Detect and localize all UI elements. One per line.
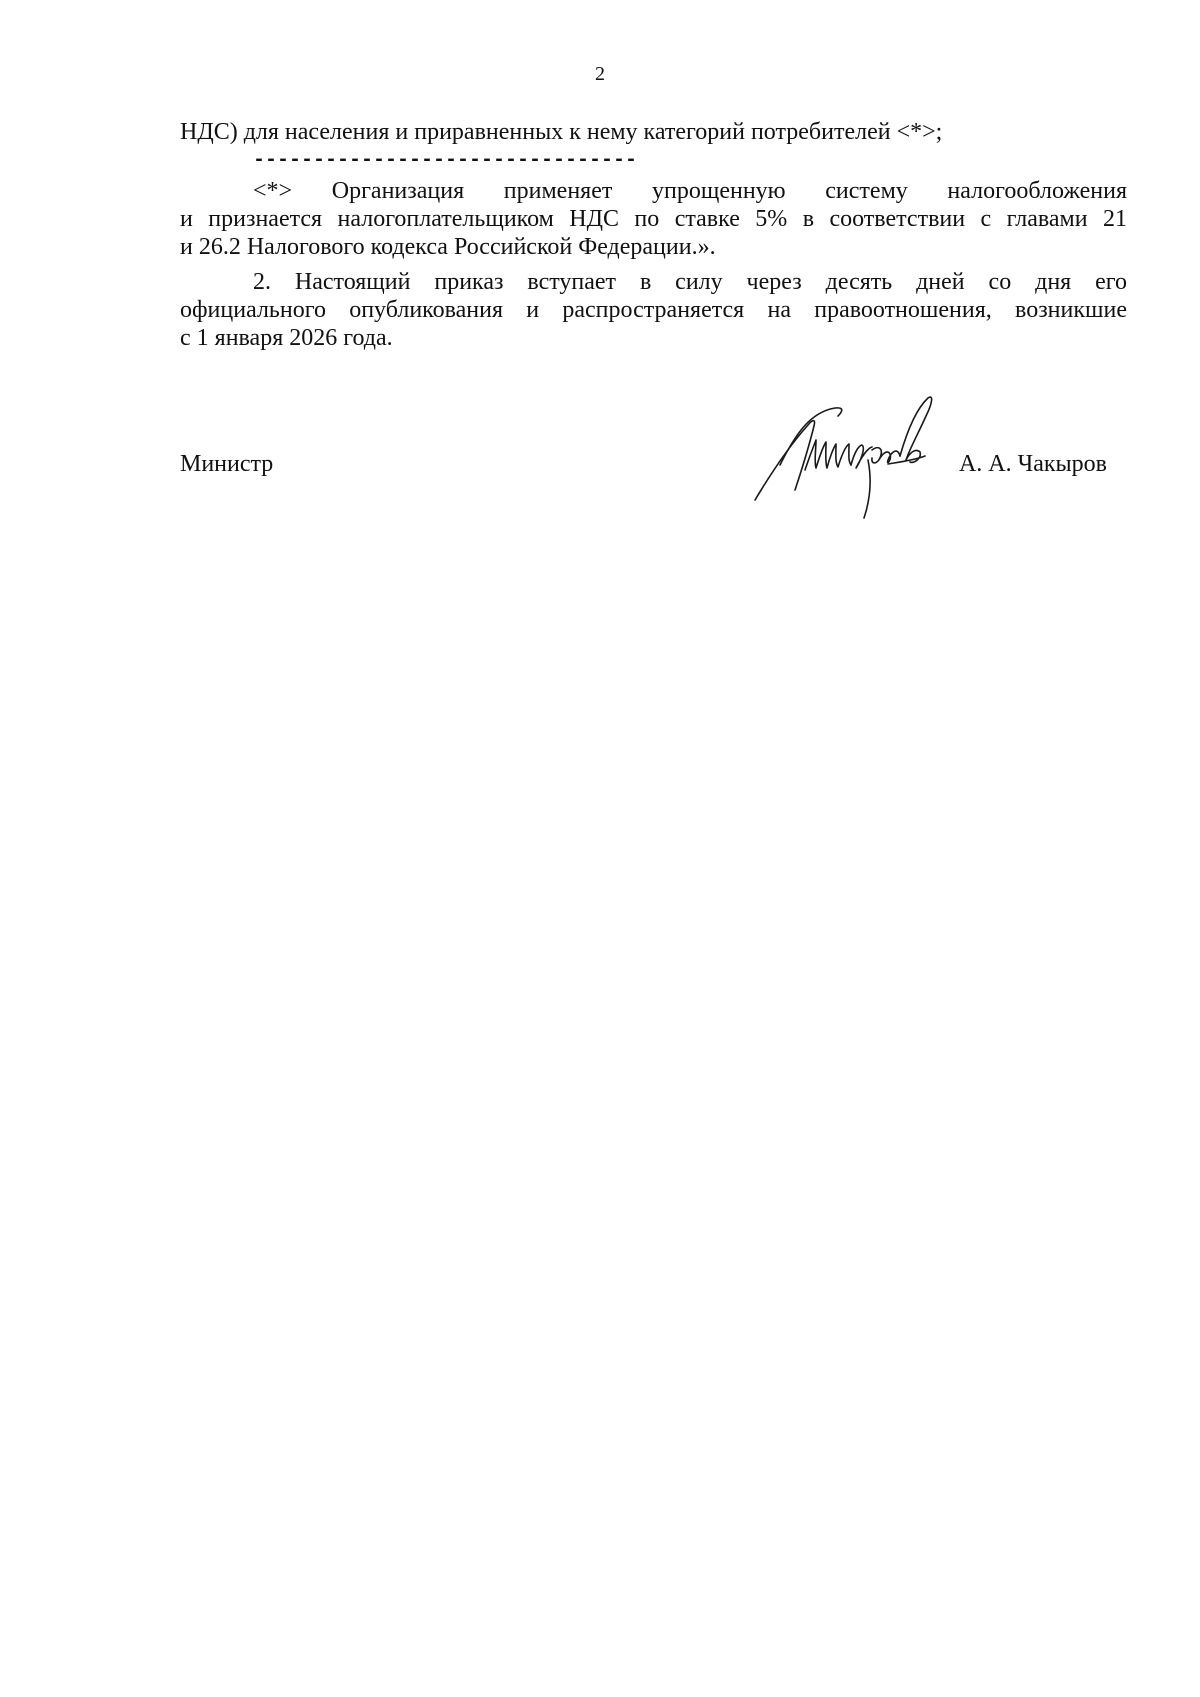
continuation-line [180,118,1127,146]
signatory-name: А. А. Чакыров [958,451,1107,477]
page-number: 2 [595,63,605,85]
footnote-line-1: <*> Организация применяет упрощенную систему налогообложения [253,178,1127,204]
position-title: Министр [180,451,274,477]
footnote-divider: -------------------------------- [253,149,638,172]
clause-2-line-1: 2. Настоящий приказ вступает в силу через десять дней со дня его [253,269,1127,295]
clause-2-line-2: официального опубликования и распространяется на правоотношения, возникшие [180,297,1127,323]
clause-2-paragraph [180,268,1127,352]
footnote-line-2: и признается налогоплательщиком НДС по ставке 5% в соответствии с главами 21 [180,206,1127,232]
footnote-paragraph [180,177,1127,261]
continuation-line-text: НДС) для населения и приравненных к нему категорий потребителей <*>; [180,119,943,145]
signature-row [180,450,1127,490]
footnote-line-3: и 26.2 Налогового кодекса Российской Федерации.». [180,234,716,260]
clause-2-line-3: с 1 января 2026 года. [180,325,393,351]
